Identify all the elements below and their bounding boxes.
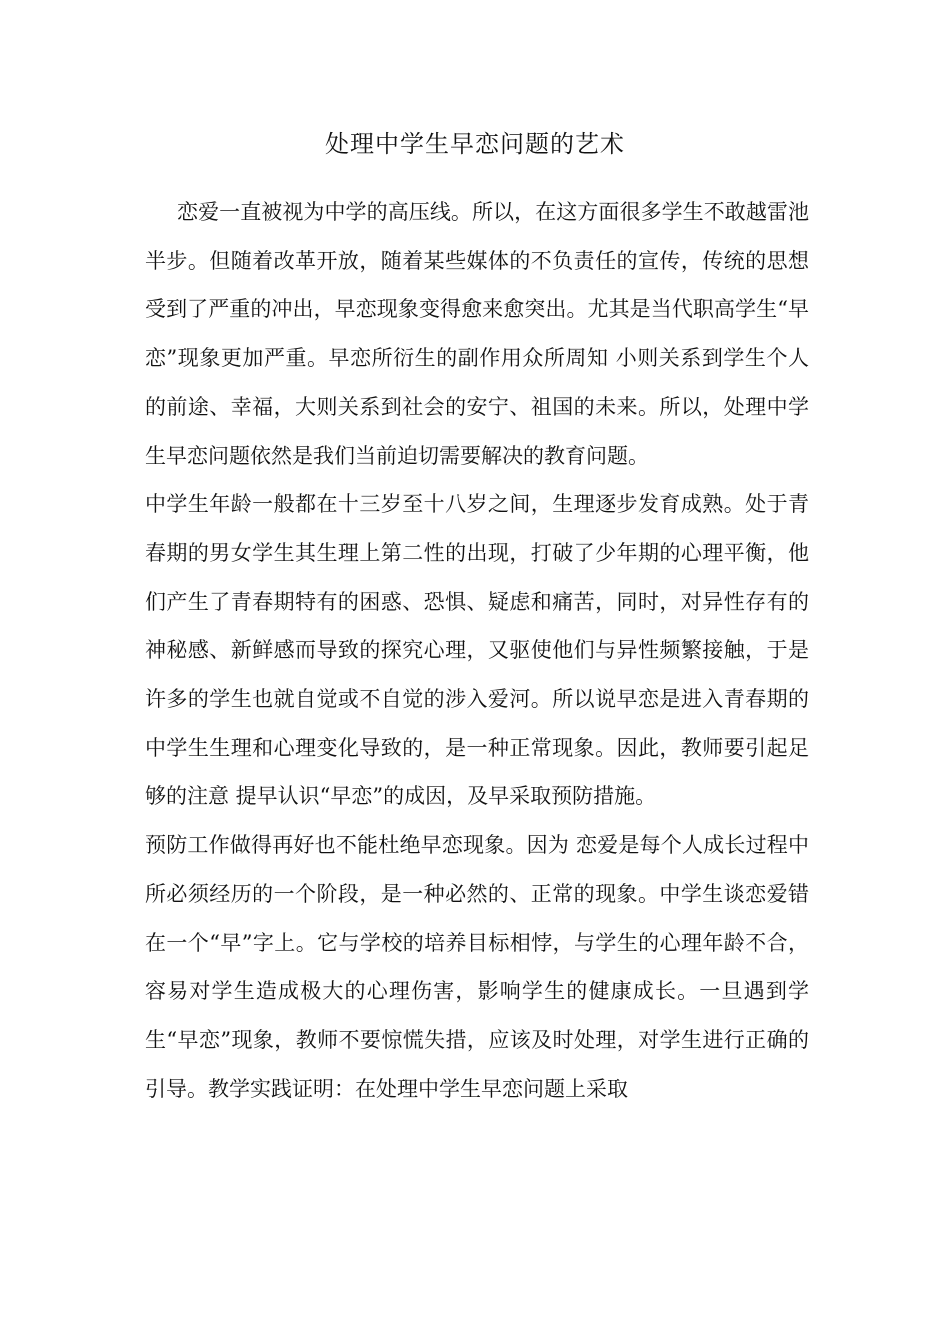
paragraph-1: 恋爱一直被视为中学的高压线。所以，在这方面很多学生不敢越雷池半步。但随着改革开放，随着某些媒体的不负责任的宣传，传统的思想受到了严重的冲出，早恋现象变得愈来愈突出。尤其是当代职高学生“早恋”现象更加严重。早恋所衍生的副作用众所周知 小则关系到学生个人的前途、幸福，大则关系到社会的安宁、祖国的未来。所以，处理中学生早恋问题依然是我们当前迫切需要解决的教育问题。 (145, 200, 809, 468)
paragraph-2: 中学生年龄一般都在十三岁至十八岁之间，生理逐步发育成熟。处于青春期的男女学生其生理上第二性的出现，打破了少年期的心理平衡，他们产生了青春期特有的困惑、恐惧、疑虑和痛苦，同时，对异性存有的神秘感、新鲜感而导致的探究心理，又驱使他们与异性频繁接触，于是许多的学生也就自觉或不自觉的涉入爱河。所以说早恋是进入青春期的中学生生理和心理变化导致的，是一种正常现象。因此，教师要引起足够的注意 提早认识“早恋”的成因，及早采取预防措施。 (145, 492, 809, 809)
document-title: 处理中学生早恋问题的艺术 (325, 130, 625, 158)
paragraph-3: 预防工作做得再好也不能杜绝早恋现象。因为 恋爱是每个人成长过程中所必须经历的一个阶段，是一种必然的、正常的现象。中学生谈恋爱错在一个“早”字上。它与学校的培养目标相悖，与学生的心理年龄不合，容易对学生造成极大的心理伤害，影响学生的健康成长。一旦遇到学生“早恋”现象，教师不要惊慌失措，应该及时处理，对学生进行正确的引导。教学实践证明：在处理中学生早恋问题上采取 (145, 833, 809, 1101)
document-body (145, 188, 809, 1113)
